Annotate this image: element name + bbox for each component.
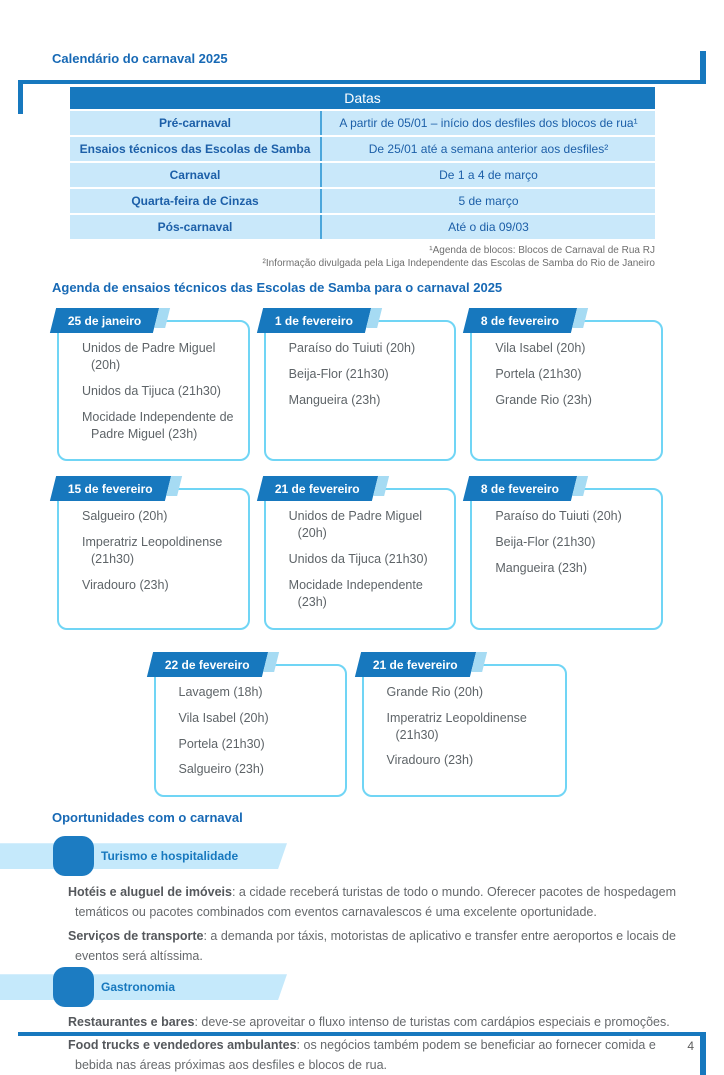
section-header-turismo — [0, 843, 672, 869]
agenda-card — [57, 481, 250, 629]
date-flag-label: 21 de fevereiro — [372, 657, 458, 672]
agenda-cards-row-1 — [57, 313, 663, 461]
school-item: Paraíso do Tuiuti (20h) — [288, 341, 416, 355]
date-flag-label: 22 de fevereiro — [164, 657, 250, 672]
page-title: Calendário do carnaval 2025 — [52, 51, 228, 66]
row-label: Pós-carnaval — [70, 215, 322, 239]
school-item: Unidos da Tijuca (21h30) — [288, 552, 428, 567]
table-footnotes — [52, 244, 655, 270]
school-item: Lavagem (18h) — [178, 684, 263, 699]
school-item: Salgueiro (23h) — [178, 762, 264, 777]
paragraph — [68, 1012, 695, 1032]
opportunities-title: Oportunidades com o carnaval — [52, 810, 243, 826]
document-page — [0, 51, 724, 1075]
paragraph-lead: Food trucks e vendedores ambulantes — [68, 1038, 297, 1053]
agenda-card — [470, 481, 663, 629]
agenda-title: Agenda de ensaios técnicos das Escolas de Samba para o carnaval 2025 — [52, 280, 503, 295]
date-flag — [50, 476, 171, 501]
date-flag — [463, 476, 577, 501]
school-item: Vila Isabel (20h) — [178, 710, 269, 725]
school-item: Grande Rio (23h) — [495, 392, 592, 407]
date-flag-label: 8 de fevereiro — [481, 481, 560, 496]
section-title: Gastronomia — [101, 980, 176, 995]
paragraph-text: : a cidade receberá turistas de todo o mundo. Oferecer pacotes de hospedagem temáticos ou pacotes combinados com eventos carnavalescos é uma excelente oportunidade. — [75, 885, 676, 920]
date-flag — [146, 652, 267, 677]
agenda-card — [470, 313, 663, 461]
row-value: Até o dia 09/03 — [322, 215, 655, 239]
bottom-frame-line — [18, 1032, 706, 1036]
school-item: Mangueira (23h) — [495, 561, 588, 576]
date-flag — [50, 308, 160, 333]
table-row — [70, 215, 655, 239]
school-item: Salgueiro (20h) — [82, 509, 168, 524]
school-item: Portela (21h30) — [495, 366, 582, 381]
dates-table-header: Datas — [70, 87, 655, 109]
top-frame-left-stub — [18, 80, 23, 114]
date-flag — [257, 476, 378, 501]
row-value: De 25/01 até a semana anterior aos desfiles² — [322, 137, 655, 161]
agenda-cards-row-2 — [57, 481, 663, 629]
section-title: Turismo e hospitalidade — [101, 849, 239, 864]
section-square-icon — [53, 967, 94, 1007]
footnote: ¹Agenda de blocos: Blocos de Carnaval de Rua RJ — [429, 245, 655, 256]
row-value: 5 de março — [322, 189, 655, 213]
page-content — [0, 51, 724, 1075]
date-flag — [463, 308, 577, 333]
paragraph-text: : a demanda por táxis, motoristas de aplicativo e transfer entre aeroportos e locais de eventos será altíssima. — [75, 929, 676, 964]
table-row — [70, 163, 655, 187]
school-item: Unidos da Tijuca (21h30) — [82, 383, 221, 398]
row-value: A partir de 05/01 – início dos desfiles dos blocos de rua¹ — [322, 111, 655, 135]
date-flag-label: 21 de fevereiro — [274, 481, 360, 496]
row-label: Pré-carnaval — [70, 111, 322, 135]
school-item: Imperatriz Leopoldinense (21h30) — [82, 535, 223, 567]
school-item: Paraíso do Tuiuti (20h) — [495, 509, 622, 524]
agenda-cards-row-3 — [57, 657, 663, 798]
dates-table — [70, 87, 655, 239]
paragraph-text: : os negócios também podem se beneficiar ao fornecer comida e bebida nas áreas próximas aos desfiles e blocos de rua. — [75, 1038, 656, 1073]
bottom-frame-right-stub — [700, 1032, 706, 1075]
page-number: 4 — [687, 1039, 694, 1053]
row-label: Carnaval — [70, 163, 322, 187]
top-frame-right-stub — [700, 51, 706, 84]
agenda-card — [57, 313, 250, 461]
table-row — [70, 189, 655, 213]
row-label: Ensaios técnicos das Escolas de Samba — [70, 137, 322, 161]
school-item: Portela (21h30) — [178, 736, 265, 751]
section-header-gastronomia — [0, 974, 672, 1000]
section-square-icon — [53, 836, 94, 876]
date-flag-label: 8 de fevereiro — [481, 313, 560, 328]
row-label: Quarta-feira de Cinzas — [70, 189, 322, 213]
school-item: Mocidade Independente (23h) — [288, 578, 423, 609]
table-row — [70, 111, 655, 135]
top-frame-line — [18, 80, 706, 84]
date-flag — [354, 652, 475, 677]
footnote: ²Informação divulgada pela Liga Independente das Escolas de Samba do Rio de Janeiro — [262, 258, 655, 269]
school-item: Unidos de Padre Miguel (20h) — [82, 341, 216, 372]
school-item: Viradouro (23h) — [386, 753, 474, 768]
paragraph-lead: Serviços de transporte — [68, 929, 204, 944]
paragraph-text: : deve-se aproveitar o fluxo intenso de turistas com cardápios especiais e promoções. — [194, 1015, 670, 1030]
paragraph — [68, 882, 695, 922]
school-item: Beija-Flor (21h30) — [495, 535, 596, 550]
paragraph — [68, 926, 695, 966]
school-item: Beija-Flor (21h30) — [288, 366, 389, 381]
date-flag-label: 1 de fevereiro — [274, 313, 353, 328]
agenda-card — [264, 481, 457, 629]
table-row — [70, 137, 655, 161]
date-flag-label: 15 de fevereiro — [68, 481, 153, 496]
paragraph-lead: Restaurantes e bares — [68, 1015, 195, 1030]
school-item: Mangueira (23h) — [288, 392, 381, 407]
school-item: Unidos de Padre Miguel (20h) — [288, 509, 423, 541]
agenda-card — [154, 657, 347, 798]
school-item: Grande Rio (20h) — [386, 684, 484, 699]
date-flag-label: 25 de janeiro — [68, 313, 142, 328]
agenda-card — [362, 657, 567, 798]
date-flag — [257, 308, 371, 333]
agenda-card — [264, 313, 457, 461]
paragraph — [68, 1035, 695, 1075]
school-item: Imperatriz Leopoldinense (21h30) — [386, 710, 527, 742]
paragraph-lead: Hotéis e aluguel de imóveis — [68, 885, 232, 900]
school-item: Vila Isabel (20h) — [495, 341, 586, 355]
school-item: Mocidade Independente de Padre Miguel (23h) — [82, 409, 234, 441]
school-item: Viradouro (23h) — [82, 578, 169, 592]
row-value: De 1 a 4 de março — [322, 163, 655, 187]
